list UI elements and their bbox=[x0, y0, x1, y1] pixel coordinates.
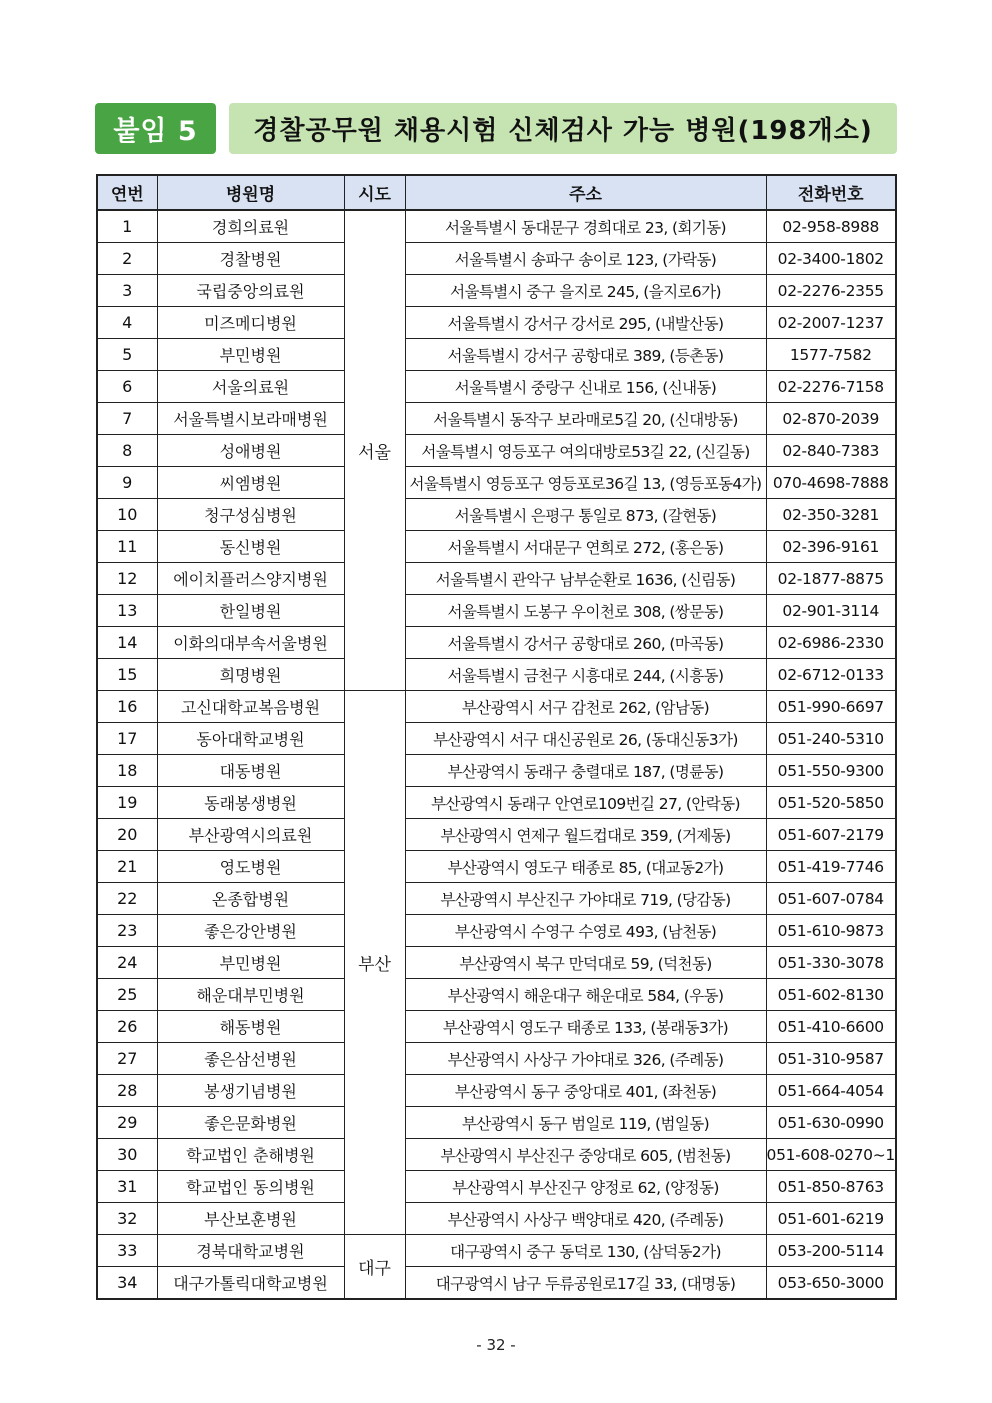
row-number: 20 bbox=[97, 819, 157, 851]
hospital-phone: 02-958-8988 bbox=[766, 210, 896, 243]
hospital-phone: 02-2007-1237 bbox=[766, 307, 896, 339]
row-number: 11 bbox=[97, 531, 157, 563]
hospital-name: 희명병원 bbox=[157, 659, 344, 691]
row-number: 8 bbox=[97, 435, 157, 467]
hospital-phone: 053-650-3000 bbox=[766, 1267, 896, 1300]
hospital-address: 부산광역시 수영구 수영로 493, (남천동) bbox=[405, 915, 766, 947]
table-row bbox=[97, 307, 896, 339]
hospital-phone: 02-840-7383 bbox=[766, 435, 896, 467]
hospital-phone: 1577-7582 bbox=[766, 339, 896, 371]
hospital-name: 경찰병원 bbox=[157, 243, 344, 275]
table-row bbox=[97, 371, 896, 403]
hospital-address: 서울특별시 강서구 공항대로 260, (마곡동) bbox=[405, 627, 766, 659]
row-number: 18 bbox=[97, 755, 157, 787]
hospital-address: 부산광역시 영도구 태종로 133, (봉래동3가) bbox=[405, 1011, 766, 1043]
hospital-phone: 02-6986-2330 bbox=[766, 627, 896, 659]
table-row bbox=[97, 275, 896, 307]
hospital-address: 서울특별시 중구 을지로 245, (을지로6가) bbox=[405, 275, 766, 307]
hospital-name: 경북대학교병원 bbox=[157, 1235, 344, 1267]
row-number: 19 bbox=[97, 787, 157, 819]
row-number: 4 bbox=[97, 307, 157, 339]
row-number: 15 bbox=[97, 659, 157, 691]
table-row bbox=[97, 499, 896, 531]
hospital-address: 서울특별시 동대문구 경희대로 23, (회기동) bbox=[405, 210, 766, 243]
row-number: 10 bbox=[97, 499, 157, 531]
hospital-name: 해운대부민병원 bbox=[157, 979, 344, 1011]
table-row bbox=[97, 467, 896, 499]
hospital-phone: 051-630-0990 bbox=[766, 1107, 896, 1139]
row-number: 3 bbox=[97, 275, 157, 307]
table-row bbox=[97, 1267, 896, 1300]
hospital-address: 서울특별시 중랑구 신내로 156, (신내동) bbox=[405, 371, 766, 403]
hospital-name: 학교법인 동의병원 bbox=[157, 1171, 344, 1203]
hospital-address: 부산광역시 서구 감천로 262, (암남동) bbox=[405, 691, 766, 723]
row-number: 30 bbox=[97, 1139, 157, 1171]
row-number: 25 bbox=[97, 979, 157, 1011]
table-row bbox=[97, 403, 896, 435]
hospital-name: 경희의료원 bbox=[157, 210, 344, 243]
table-row bbox=[97, 339, 896, 371]
hospital-address: 서울특별시 관악구 남부순환로 1636, (신림동) bbox=[405, 563, 766, 595]
hospital-phone: 02-2276-7158 bbox=[766, 371, 896, 403]
table-row bbox=[97, 755, 896, 787]
row-number: 12 bbox=[97, 563, 157, 595]
hospital-phone: 02-396-9161 bbox=[766, 531, 896, 563]
row-number: 21 bbox=[97, 851, 157, 883]
hospital-name: 미즈메디병원 bbox=[157, 307, 344, 339]
hospital-address: 서울특별시 서대문구 연희로 272, (홍은동) bbox=[405, 531, 766, 563]
hospital-name: 해동병원 bbox=[157, 1011, 344, 1043]
page-number: - 32 - bbox=[476, 1336, 516, 1354]
table-row bbox=[97, 627, 896, 659]
hospital-address: 부산광역시 북구 만덕대로 59, (덕천동) bbox=[405, 947, 766, 979]
hospital-name: 씨엠병원 bbox=[157, 467, 344, 499]
row-number: 24 bbox=[97, 947, 157, 979]
hospital-name: 대동병원 bbox=[157, 755, 344, 787]
hospital-phone: 070-4698-7888 bbox=[766, 467, 896, 499]
hospital-phone: 051-330-3078 bbox=[766, 947, 896, 979]
hospital-address: 부산광역시 부산진구 가야대로 719, (당감동) bbox=[405, 883, 766, 915]
table-row bbox=[97, 1171, 896, 1203]
hospital-name: 서울의료원 bbox=[157, 371, 344, 403]
row-number: 26 bbox=[97, 1011, 157, 1043]
region-cell: 대구 bbox=[344, 1235, 405, 1300]
table-row bbox=[97, 851, 896, 883]
hospital-name: 부민병원 bbox=[157, 947, 344, 979]
row-number: 31 bbox=[97, 1171, 157, 1203]
document-header bbox=[95, 103, 897, 154]
row-number: 16 bbox=[97, 691, 157, 723]
hospital-address: 서울특별시 강서구 공항대로 389, (등촌동) bbox=[405, 339, 766, 371]
hospital-address: 부산광역시 동구 범일로 119, (범일동) bbox=[405, 1107, 766, 1139]
table-row bbox=[97, 819, 896, 851]
table-row bbox=[97, 1043, 896, 1075]
hospital-name: 동래봉생병원 bbox=[157, 787, 344, 819]
table-row bbox=[97, 1203, 896, 1235]
hospital-address: 서울특별시 동작구 보라매로5길 20, (신대방동) bbox=[405, 403, 766, 435]
hospital-address: 부산광역시 부산진구 양정로 62, (양정동) bbox=[405, 1171, 766, 1203]
hospital-address: 서울특별시 강서구 강서로 295, (내발산동) bbox=[405, 307, 766, 339]
hospital-name: 국립중앙의료원 bbox=[157, 275, 344, 307]
hospital-phone: 051-310-9587 bbox=[766, 1043, 896, 1075]
table-row bbox=[97, 1139, 896, 1171]
hospital-address: 부산광역시 사상구 백양대로 420, (주례동) bbox=[405, 1203, 766, 1235]
hospital-address: 부산광역시 동래구 안연로109번길 27, (안락동) bbox=[405, 787, 766, 819]
hospital-address: 부산광역시 동구 중앙대로 401, (좌천동) bbox=[405, 1075, 766, 1107]
hospital-phone: 051-410-6600 bbox=[766, 1011, 896, 1043]
hospital-address: 부산광역시 연제구 월드컵대로 359, (거제동) bbox=[405, 819, 766, 851]
hospital-phone: 02-901-3114 bbox=[766, 595, 896, 627]
hospital-phone: 051-419-7746 bbox=[766, 851, 896, 883]
hospital-phone: 051-240-5310 bbox=[766, 723, 896, 755]
row-number: 9 bbox=[97, 467, 157, 499]
column-header-address: 주소 bbox=[405, 175, 766, 210]
table-row bbox=[97, 883, 896, 915]
hospital-phone: 02-350-3281 bbox=[766, 499, 896, 531]
hospital-address: 서울특별시 금천구 시흥대로 244, (시흥동) bbox=[405, 659, 766, 691]
table-row bbox=[97, 210, 896, 243]
hospital-phone: 051-664-4054 bbox=[766, 1075, 896, 1107]
hospital-address: 대구광역시 남구 두류공원로17길 33, (대명동) bbox=[405, 1267, 766, 1300]
table-row bbox=[97, 1107, 896, 1139]
table-row bbox=[97, 1235, 896, 1267]
row-number: 13 bbox=[97, 595, 157, 627]
hospital-phone: 051-601-6219 bbox=[766, 1203, 896, 1235]
row-number: 27 bbox=[97, 1043, 157, 1075]
hospital-phone: 02-2276-2355 bbox=[766, 275, 896, 307]
hospital-name: 에이치플러스양지병원 bbox=[157, 563, 344, 595]
table-body bbox=[97, 210, 896, 1299]
column-header-hospital: 병원명 bbox=[157, 175, 344, 210]
row-number: 6 bbox=[97, 371, 157, 403]
row-number: 32 bbox=[97, 1203, 157, 1235]
hospital-phone: 02-6712-0133 bbox=[766, 659, 896, 691]
column-header-phone: 전화번호 bbox=[766, 175, 896, 210]
row-number: 28 bbox=[97, 1075, 157, 1107]
table-row bbox=[97, 1011, 896, 1043]
row-number: 7 bbox=[97, 403, 157, 435]
row-number: 2 bbox=[97, 243, 157, 275]
hospital-address: 서울특별시 영등포구 영등포로36길 13, (영등포동4가) bbox=[405, 467, 766, 499]
hospital-phone: 051-550-9300 bbox=[766, 755, 896, 787]
column-header-no: 연번 bbox=[97, 175, 157, 210]
table-header-row bbox=[97, 175, 896, 210]
table-row bbox=[97, 915, 896, 947]
hospital-address: 서울특별시 송파구 송이로 123, (가락동) bbox=[405, 243, 766, 275]
hospital-address: 부산광역시 서구 대신공원로 26, (동대신동3가) bbox=[405, 723, 766, 755]
hospital-address: 부산광역시 사상구 가야대로 326, (주례동) bbox=[405, 1043, 766, 1075]
hospital-name: 고신대학교복음병원 bbox=[157, 691, 344, 723]
table-row bbox=[97, 659, 896, 691]
hospital-address: 부산광역시 해운대구 해운대로 584, (우동) bbox=[405, 979, 766, 1011]
hospital-name: 좋은강안병원 bbox=[157, 915, 344, 947]
hospital-address: 부산광역시 부산진구 중앙대로 605, (범천동) bbox=[405, 1139, 766, 1171]
hospital-phone: 051-607-2179 bbox=[766, 819, 896, 851]
hospital-name: 이화의대부속서울병원 bbox=[157, 627, 344, 659]
hospital-name: 좋은문화병원 bbox=[157, 1107, 344, 1139]
column-header-region: 시도 bbox=[344, 175, 405, 210]
hospital-name: 한일병원 bbox=[157, 595, 344, 627]
region-cell: 서울 bbox=[344, 210, 405, 691]
hospital-name: 청구성심병원 bbox=[157, 499, 344, 531]
table-row bbox=[97, 691, 896, 723]
row-number: 17 bbox=[97, 723, 157, 755]
table-row bbox=[97, 243, 896, 275]
hospital-name: 부산보훈병원 bbox=[157, 1203, 344, 1235]
hospital-name: 좋은삼선병원 bbox=[157, 1043, 344, 1075]
table-row bbox=[97, 947, 896, 979]
table-row bbox=[97, 1075, 896, 1107]
document-title: 경찰공무원 채용시험 신체검사 가능 병원(198개소) bbox=[229, 103, 897, 154]
hospital-name: 온종합병원 bbox=[157, 883, 344, 915]
table-row bbox=[97, 979, 896, 1011]
hospital-address: 부산광역시 영도구 태종로 85, (대교동2가) bbox=[405, 851, 766, 883]
hospital-phone: 02-3400-1802 bbox=[766, 243, 896, 275]
hospital-name: 대구가톨릭대학교병원 bbox=[157, 1267, 344, 1300]
hospital-name: 부산광역시의료원 bbox=[157, 819, 344, 851]
region-cell: 부산 bbox=[344, 691, 405, 1235]
hospital-phone: 051-850-8763 bbox=[766, 1171, 896, 1203]
table-row bbox=[97, 563, 896, 595]
row-number: 22 bbox=[97, 883, 157, 915]
table-row bbox=[97, 435, 896, 467]
table-row bbox=[97, 723, 896, 755]
row-number: 5 bbox=[97, 339, 157, 371]
hospital-phone: 053-200-5114 bbox=[766, 1235, 896, 1267]
table-row bbox=[97, 595, 896, 627]
hospital-table bbox=[96, 174, 897, 1300]
row-number: 1 bbox=[97, 210, 157, 243]
hospital-name: 성애병원 bbox=[157, 435, 344, 467]
row-number: 23 bbox=[97, 915, 157, 947]
row-number: 33 bbox=[97, 1235, 157, 1267]
hospital-phone: 051-602-8130 bbox=[766, 979, 896, 1011]
hospital-address: 부산광역시 동래구 충렬대로 187, (명륜동) bbox=[405, 755, 766, 787]
table-row bbox=[97, 787, 896, 819]
hospital-phone: 051-520-5850 bbox=[766, 787, 896, 819]
hospital-phone: 02-1877-8875 bbox=[766, 563, 896, 595]
hospital-name: 부민병원 bbox=[157, 339, 344, 371]
hospital-name: 동신병원 bbox=[157, 531, 344, 563]
row-number: 34 bbox=[97, 1267, 157, 1300]
hospital-phone: 051-607-0784 bbox=[766, 883, 896, 915]
hospital-phone: 051-990-6697 bbox=[766, 691, 896, 723]
hospital-name: 동아대학교병원 bbox=[157, 723, 344, 755]
hospital-name: 영도병원 bbox=[157, 851, 344, 883]
hospital-address: 서울특별시 은평구 통일로 873, (갈현동) bbox=[405, 499, 766, 531]
attachment-badge: 붙임 5 bbox=[95, 103, 216, 154]
hospital-name: 서울특별시보라매병원 bbox=[157, 403, 344, 435]
hospital-phone: 051-610-9873 bbox=[766, 915, 896, 947]
hospital-phone: 051-608-0270~1 bbox=[766, 1139, 896, 1171]
hospital-phone: 02-870-2039 bbox=[766, 403, 896, 435]
row-number: 29 bbox=[97, 1107, 157, 1139]
table-row bbox=[97, 531, 896, 563]
row-number: 14 bbox=[97, 627, 157, 659]
hospital-address: 서울특별시 영등포구 여의대방로53길 22, (신길동) bbox=[405, 435, 766, 467]
hospital-name: 학교법인 춘해병원 bbox=[157, 1139, 344, 1171]
hospital-address: 서울특별시 도봉구 우이천로 308, (쌍문동) bbox=[405, 595, 766, 627]
hospital-address: 대구광역시 중구 동덕로 130, (삼덕동2가) bbox=[405, 1235, 766, 1267]
hospital-name: 봉생기념병원 bbox=[157, 1075, 344, 1107]
